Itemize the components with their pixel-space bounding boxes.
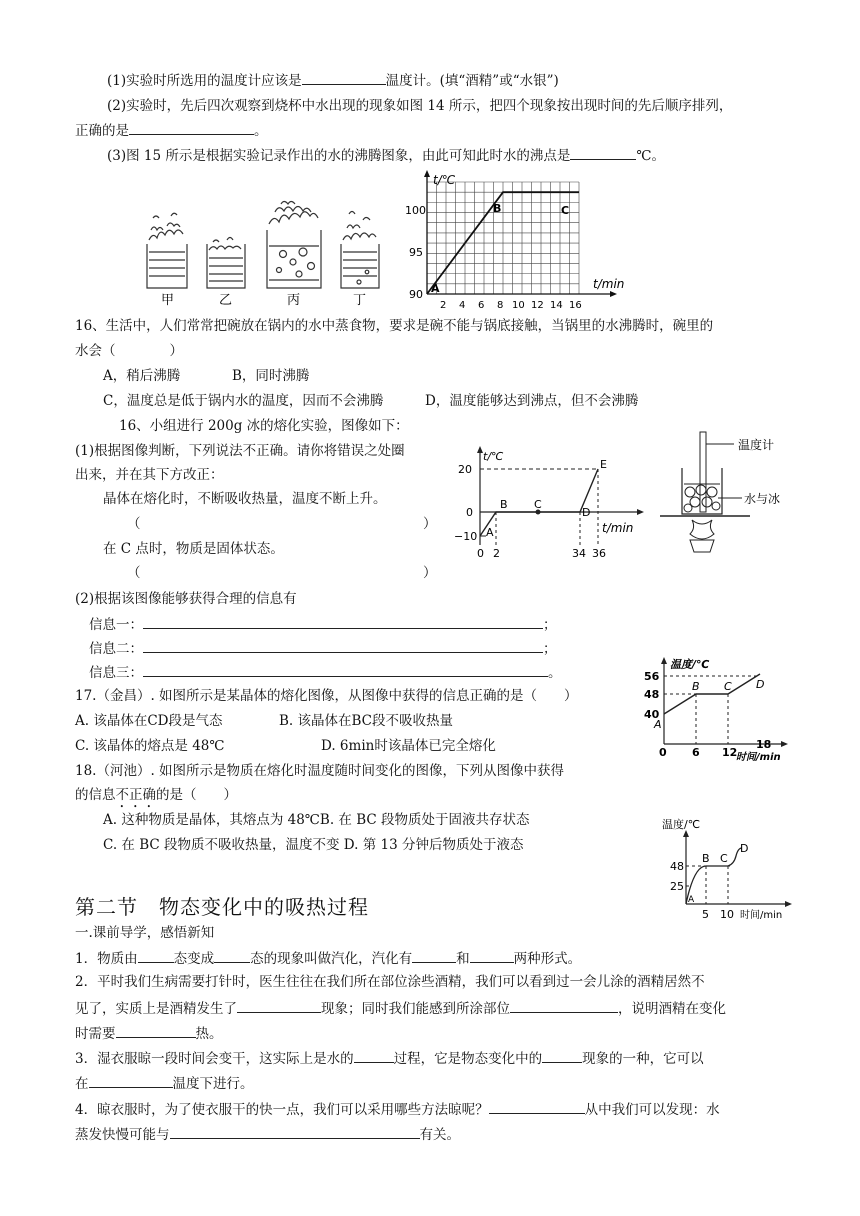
q16b-part1: (1)根据图像判断，下列说法不正确。请你将错误之处圈 (75, 443, 405, 459)
point-label: B (500, 498, 508, 511)
y-tick: 20 (458, 463, 472, 476)
point-label: A (654, 718, 662, 731)
thermometer (700, 432, 706, 512)
section-title: 第二节 物态变化中的吸热过程 (75, 895, 369, 919)
answer-blank[interactable] (302, 70, 386, 85)
answer-blank[interactable] (510, 998, 618, 1013)
x-axis-label: 时间/min (740, 910, 783, 920)
point-label: E (600, 458, 607, 471)
item-3-cont: 在 温度下进行。 (75, 1073, 254, 1093)
info-line-3: 信息三： 。 (89, 662, 562, 682)
x-tick: 0 (659, 746, 667, 759)
item-1: 1．物质由 态变成 态的现象叫做汽化，汽化有 和 两种形式。 (75, 948, 581, 968)
beaker-label: 丁 (353, 293, 367, 308)
mixture-label: 水与冰 (744, 492, 781, 506)
beaker-label: 乙 (219, 293, 233, 308)
info-line-2: 信息二： ； (89, 638, 557, 658)
flame (690, 520, 714, 539)
point-label: C (561, 204, 570, 217)
beaker-jia (147, 213, 187, 288)
x-tick: 14 (550, 300, 563, 310)
graph-q18 (656, 812, 794, 920)
q16a-option-d[interactable]: D，温度能够达到沸点，但不会沸腾 (425, 393, 639, 409)
q18-options-cd[interactable]: C. 在 BC 段物质不吸收热量，温度不变 D. 第 13 分钟后物质处于液态 (103, 837, 524, 853)
section-subtitle: 一.课前导学，感悟新知 (75, 925, 215, 941)
paren-close: ） (423, 516, 437, 532)
x-tick: 12 (531, 300, 544, 310)
q16b-statement-2[interactable]: 在 C 点时，物质是固体状态。 (103, 541, 284, 557)
x-tick: 18 (756, 738, 772, 751)
x-tick: 16 (569, 300, 582, 310)
burner (690, 540, 714, 552)
x-axis-label: t/min (593, 277, 625, 291)
beaker-label: 甲 (161, 293, 175, 308)
q17-option-c[interactable]: C. 该晶体的熔点是 48℃ (75, 738, 225, 754)
answer-blank[interactable] (489, 1099, 585, 1114)
point-label: A (688, 895, 695, 905)
q15-part1: (1)实验时所选用的温度计应该是 温度计。(填“酒精”或“水银”) (107, 70, 559, 90)
answer-blank[interactable] (570, 145, 636, 160)
paren-close: ） (423, 565, 437, 581)
x-tick: 6 (692, 746, 700, 759)
y-tick: 90 (409, 288, 423, 301)
beaker-bing (267, 202, 321, 289)
x-tick: 0 (477, 547, 484, 560)
q16a-option-a[interactable]: A，稍后沸腾 (103, 368, 181, 384)
q17-option-b[interactable]: B. 该晶体在BC段不吸收热量 (279, 713, 454, 729)
answer-blank[interactable] (237, 998, 321, 1013)
q18-stem: 18.（河池）. 如图所示是物质在熔化时温度随时间变化的图像，下列从图像中获得 (75, 763, 565, 779)
q15-part2: (2)实验时，先后四次观察到烧杯中水出现的现象如图 14 所示，把四个现象按出现时间的先后顺序排列， (107, 98, 733, 114)
answer-blank[interactable] (412, 948, 456, 963)
beaker-label: 丙 (287, 293, 301, 308)
item-2-end: 时需要 热。 (75, 1023, 223, 1043)
q16b-part1-cont: 出来，并在其下方改正： (75, 467, 224, 483)
x-tick: 4 (459, 300, 466, 310)
answer-blank[interactable] (143, 662, 548, 677)
answer-blank[interactable] (143, 638, 543, 653)
paren-open: （ (127, 565, 141, 581)
x-tick: 34 (572, 547, 586, 560)
y-tick: 48 (644, 688, 660, 701)
y-tick: 40 (644, 708, 660, 721)
x-tick: 2 (493, 547, 500, 560)
y-tick: 56 (644, 670, 660, 683)
item-4: 4．晾衣服时，为了使衣服干的快一点，我们可以采用哪些方法晾呢？ 从中我们可以发现：水 (75, 1099, 720, 1119)
y-tick: 0 (466, 506, 473, 519)
q16a-stem-cont: 水会（ ） (75, 343, 183, 359)
y-axis-label: 温度/℃ (670, 658, 710, 671)
item-2-cont: 见了，实质上是酒精发生了 现象；同时我们能感到所涂部位 ，说明酒精在变化 (75, 998, 726, 1018)
beaker-yi (207, 238, 245, 289)
x-tick: 2 (440, 300, 447, 310)
q16a-stem: 16、生活中，人们常常把碗放在锅内的水中蒸食物，要求是碗不能与锅底接触，当锅里的水沸腾时，碗里的 (75, 318, 714, 334)
q15-part3: (3)图 15 所示是根据实验记录作出的水的沸腾图象，由此可知此时水的沸点是 ℃。 (107, 145, 665, 165)
x-tick: 5 (702, 908, 709, 920)
answer-blank[interactable] (129, 120, 254, 135)
x-tick: 36 (592, 547, 606, 560)
y-tick: 95 (409, 246, 423, 259)
q17-stem: 17.（金昌）. 如图所示是某晶体的熔化图像，从图像中获得的信息正确的是（ ） (75, 688, 578, 704)
y-tick: 100 (405, 204, 426, 217)
item-2: 2．平时我们生病需要打针时，医生往往在我们所在部位涂些酒精，我们可以看到过一会儿涂的酒精居然不 (75, 974, 705, 990)
beaker (682, 468, 722, 514)
x-tick: 10 (720, 908, 734, 920)
q18-options-ab[interactable]: A. 这种物质是晶体，其熔点为 48℃B. 在 BC 段物质处于固液共存状态 (103, 812, 530, 828)
x-tick: 10 (512, 300, 525, 310)
point-label: D (740, 842, 749, 855)
info-line-1: 信息一： ； (89, 614, 557, 634)
x-tick: 12 (722, 746, 738, 759)
x-tick: 8 (497, 300, 504, 310)
y-axis-label: t/℃ (483, 450, 504, 463)
y-tick: −10 (454, 530, 478, 543)
x-axis-label: 时间/min (736, 752, 781, 763)
answer-blank[interactable] (89, 1073, 173, 1088)
point-label: D (756, 678, 765, 691)
graph-q17 (642, 656, 792, 764)
answer-blank[interactable] (116, 1023, 196, 1038)
q16a-option-c[interactable]: C，温度总是低于锅内水的温度，因而不会沸腾 (103, 393, 384, 409)
beaker-ding (341, 212, 379, 289)
q16b-part2: (2)根据该图像能够获得合理的信息有 (75, 591, 297, 607)
q15-part2-cont: 正确的是 。 (75, 120, 268, 140)
q17-option-d[interactable]: D. 6min时该晶体已完全熔化 (321, 738, 496, 754)
apparatus-figure (660, 428, 785, 558)
melting-graph (450, 440, 650, 570)
x-axis-label: t/min (602, 521, 634, 535)
x-tick: 6 (478, 300, 485, 310)
y-tick: 25 (670, 880, 684, 893)
answer-blank[interactable] (542, 1048, 582, 1063)
q18-stem-cont: 的信息不正确的是（ ） (75, 787, 237, 803)
point-label: C (534, 498, 542, 511)
y-tick: 48 (670, 860, 684, 873)
item-4-cont: 蒸发快慢可能与 有关。 (75, 1124, 460, 1144)
item-3: 3．湿衣服晾一段时间会变干，这实际上是水的 过程，它是物态变化中的 现象的一种，它可以 (75, 1048, 704, 1068)
boiling-graph (405, 168, 635, 310)
thermometer-label: 温度计 (738, 438, 775, 452)
point-label: B (692, 680, 700, 693)
point-label: A (431, 282, 440, 295)
point-label: D (582, 506, 591, 519)
point-label: A (486, 526, 494, 539)
q16b-statement-1[interactable]: 晶体在熔化时，不断吸收热量，温度不断上升。 (103, 491, 387, 507)
y-axis-label: t/℃ (433, 173, 456, 187)
answer-blank[interactable] (138, 948, 174, 963)
paren-open: （ (127, 516, 141, 532)
answer-blank[interactable] (214, 948, 250, 963)
answer-blank[interactable] (470, 948, 514, 963)
point-label: C (720, 852, 728, 865)
q16b-intro: 16、小组进行 200g 冰的熔化实验，图像如下： (119, 418, 409, 434)
y-axis-label: 温度/℃ (662, 818, 701, 831)
point-label: C (724, 680, 732, 693)
answer-blank[interactable] (170, 1124, 420, 1139)
beaker-figure (135, 200, 385, 312)
answer-blank[interactable] (143, 614, 543, 629)
q17-option-a[interactable]: A. 该晶体在CD段是气态 (75, 713, 223, 729)
q16a-option-b[interactable]: B，同时沸腾 (232, 368, 310, 384)
answer-blank[interactable] (354, 1048, 394, 1063)
point-label: B (702, 852, 710, 865)
point-label: B (493, 202, 502, 215)
